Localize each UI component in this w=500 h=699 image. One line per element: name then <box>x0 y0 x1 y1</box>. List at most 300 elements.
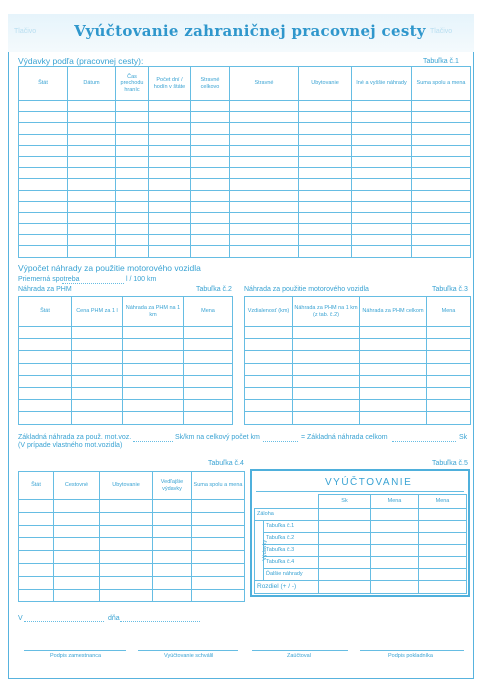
phm-cell[interactable] <box>184 363 233 375</box>
expenses-cell[interactable] <box>412 168 471 179</box>
expenses-cell[interactable] <box>116 179 149 190</box>
expenses-cell[interactable] <box>299 179 352 190</box>
expenses-cell[interactable] <box>149 145 191 156</box>
phm-cell[interactable] <box>123 387 184 399</box>
other-expenses-cell[interactable] <box>100 538 153 551</box>
settlement-cell[interactable] <box>319 569 371 581</box>
phm-cell[interactable] <box>123 351 184 363</box>
settlement-row <box>255 569 467 581</box>
vehicle-comp-cell[interactable] <box>293 400 360 412</box>
expenses-cell[interactable] <box>19 212 68 223</box>
other-expenses-cell[interactable] <box>153 538 192 551</box>
expenses-cell[interactable] <box>352 168 412 179</box>
expenses-cell[interactable] <box>299 134 352 145</box>
expenses-cell[interactable] <box>352 179 412 190</box>
expenses-cell[interactable] <box>299 201 352 212</box>
other-expenses-cell[interactable] <box>54 551 100 564</box>
other-expenses-cell[interactable] <box>192 525 245 538</box>
other-expenses-cell[interactable] <box>153 525 192 538</box>
signature-accountant: Zaúčtoval <box>287 653 311 659</box>
vehicle-comp-cell[interactable] <box>427 412 471 424</box>
other-expenses-cell[interactable] <box>153 576 192 589</box>
expenses-cell[interactable] <box>19 101 68 112</box>
basic-comp-total-field[interactable] <box>392 441 456 442</box>
other-expenses-cell[interactable] <box>153 563 192 576</box>
expenses-cell[interactable] <box>19 246 68 257</box>
expenses-cell[interactable] <box>412 134 471 145</box>
expenses-cell[interactable] <box>352 224 412 235</box>
expenses-cell[interactable] <box>116 201 149 212</box>
settlement-cell[interactable] <box>371 557 419 569</box>
expenses-cell[interactable] <box>149 201 191 212</box>
expenses-cell[interactable] <box>68 212 116 223</box>
expenses-cell[interactable] <box>191 134 230 145</box>
expenses-cell[interactable] <box>412 190 471 201</box>
expenses-cell[interactable] <box>191 235 230 246</box>
expenses-cell[interactable] <box>352 201 412 212</box>
phm-cell[interactable] <box>72 351 123 363</box>
expenses-cell[interactable] <box>68 101 116 112</box>
expenses-cell[interactable] <box>299 101 352 112</box>
expenses-header-9: Suma spolu a mena <box>412 67 471 101</box>
expenses-cell[interactable] <box>299 224 352 235</box>
other-expenses-cell[interactable] <box>54 576 100 589</box>
phm-cell[interactable] <box>19 363 72 375</box>
expenses-cell[interactable] <box>299 145 352 156</box>
other-expenses-header-3: Ubytovanie <box>100 472 153 500</box>
expenses-cell[interactable] <box>299 123 352 134</box>
expenses-cell[interactable] <box>116 101 149 112</box>
other-expenses-cell[interactable] <box>19 512 54 525</box>
expenses-cell[interactable] <box>19 123 68 134</box>
vehicle-comp-cell[interactable] <box>427 327 471 339</box>
vehicle-comp-cell[interactable] <box>427 363 471 375</box>
date-field[interactable] <box>120 621 200 622</box>
expenses-cell[interactable] <box>412 112 471 123</box>
expenses-cell[interactable] <box>68 179 116 190</box>
other-expenses-cell[interactable] <box>100 500 153 513</box>
expenses-cell[interactable] <box>352 101 412 112</box>
expenses-cell[interactable] <box>230 179 299 190</box>
other-expenses-cell[interactable] <box>54 512 100 525</box>
expenses-cell[interactable] <box>191 224 230 235</box>
expenses-cell[interactable] <box>68 145 116 156</box>
phm-cell[interactable] <box>123 375 184 387</box>
expenses-cell[interactable] <box>116 168 149 179</box>
other-expenses-cell[interactable] <box>19 576 54 589</box>
expenses-row <box>19 112 471 123</box>
phm-cell[interactable] <box>19 387 72 399</box>
expenses-cell[interactable] <box>19 201 68 212</box>
expenses-cell[interactable] <box>230 190 299 201</box>
expenses-cell[interactable] <box>230 145 299 156</box>
expenses-cell[interactable] <box>299 112 352 123</box>
expenses-cell[interactable] <box>412 201 471 212</box>
expenses-cell[interactable] <box>191 212 230 223</box>
expenses-cell[interactable] <box>191 201 230 212</box>
expenses-cell[interactable] <box>116 112 149 123</box>
expenses-cell[interactable] <box>19 190 68 201</box>
vehicle-comp-cell[interactable] <box>427 375 471 387</box>
row-advance: Záloha <box>255 509 319 521</box>
expenses-cell[interactable] <box>149 123 191 134</box>
other-expenses-cell[interactable] <box>19 500 54 513</box>
expenses-cell[interactable] <box>299 168 352 179</box>
vehicle-comp-cell[interactable] <box>360 375 427 387</box>
settlement-cell[interactable] <box>319 545 371 557</box>
other-expenses-row <box>19 525 245 538</box>
other-expenses-cell[interactable] <box>192 538 245 551</box>
expenses-cell[interactable] <box>19 134 68 145</box>
vehicle-comp-cell[interactable] <box>245 387 293 399</box>
expenses-cell[interactable] <box>116 123 149 134</box>
other-expenses-cell[interactable] <box>54 500 100 513</box>
expenses-cell[interactable] <box>230 224 299 235</box>
phm-header-1: Štát <box>19 297 72 327</box>
phm-cell[interactable] <box>72 327 123 339</box>
other-expenses-cell[interactable] <box>192 589 245 602</box>
expenses-header-3: Čas prechodu hraníc <box>116 67 149 101</box>
signature-cashier: Podpis pokladníka <box>388 653 433 659</box>
expenses-cell[interactable] <box>412 224 471 235</box>
expenses-row <box>19 179 471 190</box>
expenses-side-label <box>255 521 269 581</box>
total-km-field[interactable] <box>263 441 298 442</box>
expenses-cell[interactable] <box>412 123 471 134</box>
settlement-cell[interactable] <box>371 533 419 545</box>
expenses-cell[interactable] <box>412 212 471 223</box>
vehicle-comp-cell[interactable] <box>427 400 471 412</box>
phm-cell[interactable] <box>184 339 233 351</box>
settlement-row <box>255 533 467 545</box>
expenses-cell[interactable] <box>149 212 191 223</box>
other-expenses-cell[interactable] <box>192 500 245 513</box>
expenses-cell[interactable] <box>230 235 299 246</box>
expenses-cell[interactable] <box>352 134 412 145</box>
signature-line-employee[interactable] <box>24 650 126 651</box>
phm-cell[interactable] <box>123 363 184 375</box>
expenses-cell[interactable] <box>230 246 299 257</box>
expenses-cell[interactable] <box>191 112 230 123</box>
expenses-cell[interactable] <box>191 123 230 134</box>
phm-cell[interactable] <box>19 327 72 339</box>
vehicle-comp-cell[interactable] <box>427 387 471 399</box>
expenses-cell[interactable] <box>116 156 149 167</box>
expenses-header-7: Ubytovanie <box>299 67 352 101</box>
other-expenses-cell[interactable] <box>100 525 153 538</box>
expenses-cell[interactable] <box>352 112 412 123</box>
expenses-cell[interactable] <box>68 224 116 235</box>
phm-cell[interactable] <box>72 339 123 351</box>
settlement-cell[interactable] <box>419 569 467 581</box>
difference-cell[interactable] <box>319 581 371 594</box>
other-expenses-cell[interactable] <box>192 551 245 564</box>
expenses-cell[interactable] <box>116 235 149 246</box>
expenses-cell[interactable] <box>230 101 299 112</box>
expenses-cell[interactable] <box>299 212 352 223</box>
expenses-cell[interactable] <box>352 246 412 257</box>
expenses-cell[interactable] <box>412 235 471 246</box>
phm-cell[interactable] <box>184 400 233 412</box>
expenses-row <box>19 246 471 257</box>
other-expenses-cell[interactable] <box>54 563 100 576</box>
phm-cell[interactable] <box>184 327 233 339</box>
other-expenses-cell[interactable] <box>192 576 245 589</box>
settlement-cell[interactable] <box>371 545 419 557</box>
expenses-cell[interactable] <box>68 156 116 167</box>
expenses-cell[interactable] <box>352 212 412 223</box>
phm-cell[interactable] <box>72 363 123 375</box>
settlement-cell[interactable] <box>419 545 467 557</box>
other-expenses-cell[interactable] <box>100 512 153 525</box>
expenses-cell[interactable] <box>149 134 191 145</box>
ghost-text-left: Tlačivo <box>14 28 37 35</box>
vehicle-comp-cell[interactable] <box>360 400 427 412</box>
expenses-cell[interactable] <box>68 246 116 257</box>
phm-cell[interactable] <box>123 327 184 339</box>
vehicle-comp-cell[interactable] <box>245 363 293 375</box>
other-expenses-cell[interactable] <box>100 589 153 602</box>
col-mena-2: Mena <box>419 495 467 509</box>
consumption-unit: l / 100 km <box>126 276 157 283</box>
other-expenses-cell[interactable] <box>19 538 54 551</box>
expenses-cell[interactable] <box>230 212 299 223</box>
expenses-cell[interactable] <box>116 246 149 257</box>
expenses-cell[interactable] <box>19 168 68 179</box>
other-expenses-cell[interactable] <box>192 563 245 576</box>
expenses-cell[interactable] <box>19 235 68 246</box>
phm-cell[interactable] <box>19 375 72 387</box>
settlement-row-label: Tabuľka č.4 <box>264 557 319 569</box>
vehicle-comp-cell[interactable] <box>245 327 293 339</box>
other-expenses-cell[interactable] <box>100 576 153 589</box>
other-expenses-cell[interactable] <box>153 589 192 602</box>
settlement-cell[interactable] <box>319 557 371 569</box>
vehicle-comp-cell[interactable] <box>293 375 360 387</box>
expenses-cell[interactable] <box>191 246 230 257</box>
settlement-cell[interactable] <box>319 533 371 545</box>
vehicle-comp-cell[interactable] <box>293 363 360 375</box>
expenses-cell[interactable] <box>191 101 230 112</box>
vehicle-comp-cell[interactable] <box>360 363 427 375</box>
expenses-cell[interactable] <box>230 156 299 167</box>
expenses-cell[interactable] <box>116 190 149 201</box>
other-expenses-cell[interactable] <box>153 500 192 513</box>
expenses-cell[interactable] <box>19 112 68 123</box>
expenses-cell[interactable] <box>230 134 299 145</box>
expenses-cell[interactable] <box>352 190 412 201</box>
vehicle-comp-cell[interactable] <box>293 387 360 399</box>
expenses-cell[interactable] <box>19 224 68 235</box>
settlement-cell[interactable] <box>419 557 467 569</box>
phm-cell[interactable] <box>19 412 72 424</box>
expenses-cell[interactable] <box>19 145 68 156</box>
vehicle-comp-cell[interactable] <box>245 339 293 351</box>
expenses-cell[interactable] <box>412 179 471 190</box>
vehicle-comp-cell[interactable] <box>360 339 427 351</box>
expenses-cell[interactable] <box>412 156 471 167</box>
expenses-cell[interactable] <box>299 246 352 257</box>
phm-cell[interactable] <box>123 339 184 351</box>
phm-cell[interactable] <box>72 387 123 399</box>
expenses-cell[interactable] <box>299 235 352 246</box>
expenses-cell[interactable] <box>299 156 352 167</box>
vehicle-comp-cell[interactable] <box>293 412 360 424</box>
vehicle-comp-cell[interactable] <box>293 327 360 339</box>
vehicle-comp-cell[interactable] <box>360 412 427 424</box>
expenses-cell[interactable] <box>352 123 412 134</box>
phm-cell[interactable] <box>19 339 72 351</box>
signature-line-accountant[interactable] <box>252 650 348 651</box>
consumption-field[interactable] <box>62 283 124 284</box>
vehicle-comp-header-3: Náhrada za PHM celkom <box>360 297 427 327</box>
other-expenses-cell[interactable] <box>19 589 54 602</box>
table4-number: Tabuľka č.4 <box>208 460 244 467</box>
vehicle-comp-header-4: Mena <box>427 297 471 327</box>
phm-cell[interactable] <box>72 400 123 412</box>
expenses-cell[interactable] <box>191 179 230 190</box>
advance-mena2-cell[interactable] <box>419 509 467 521</box>
expenses-cell[interactable] <box>149 168 191 179</box>
vehicle-comp-cell[interactable] <box>245 375 293 387</box>
expenses-cell[interactable] <box>149 246 191 257</box>
other-expenses-cell[interactable] <box>54 525 100 538</box>
other-expenses-cell[interactable] <box>153 551 192 564</box>
phm-cell[interactable] <box>123 400 184 412</box>
difference-cell[interactable] <box>371 581 419 594</box>
vehicle-comp-cell[interactable] <box>360 351 427 363</box>
expenses-cell[interactable] <box>191 190 230 201</box>
expenses-cell[interactable] <box>352 145 412 156</box>
vehicle-comp-cell[interactable] <box>293 351 360 363</box>
other-expenses-table <box>18 471 245 602</box>
phm-cell[interactable] <box>184 387 233 399</box>
expenses-cell[interactable] <box>149 235 191 246</box>
advance-mena1-cell[interactable] <box>371 509 419 521</box>
difference-cell[interactable] <box>419 581 467 594</box>
phm-cell[interactable] <box>123 412 184 424</box>
vehicle-comp-cell[interactable] <box>245 400 293 412</box>
other-expenses-cell[interactable] <box>192 512 245 525</box>
expenses-cell[interactable] <box>19 179 68 190</box>
expenses-header-4: Počet dní / hodín v štáte <box>149 67 191 101</box>
expenses-cell[interactable] <box>230 123 299 134</box>
expenses-cell[interactable] <box>149 112 191 123</box>
settlement-cell[interactable] <box>319 521 371 533</box>
signature-line-cashier[interactable] <box>360 650 464 651</box>
other-expenses-header-4: Vedľajšie výdavky <box>153 472 192 500</box>
other-expenses-cell[interactable] <box>19 563 54 576</box>
expenses-header-1: Štát <box>19 67 68 101</box>
expenses-cell[interactable] <box>412 101 471 112</box>
other-expenses-cell[interactable] <box>153 512 192 525</box>
phm-row <box>19 363 233 375</box>
signature-line-approver[interactable] <box>138 650 238 651</box>
settlement-title-rule <box>256 491 464 492</box>
advance-sk-cell[interactable] <box>319 509 371 521</box>
vehicle-comp-cell[interactable] <box>427 351 471 363</box>
expenses-row <box>19 224 471 235</box>
vehicle-comp-cell[interactable] <box>245 351 293 363</box>
expenses-cell[interactable] <box>230 168 299 179</box>
expenses-cell[interactable] <box>68 168 116 179</box>
other-expenses-row <box>19 551 245 564</box>
vehicle-comp-row <box>245 339 471 351</box>
expenses-row <box>19 134 471 145</box>
expenses-cell[interactable] <box>149 179 191 190</box>
expenses-cell[interactable] <box>116 145 149 156</box>
other-expenses-cell[interactable] <box>100 551 153 564</box>
expenses-cell[interactable] <box>68 190 116 201</box>
phm-cell[interactable] <box>184 412 233 424</box>
expenses-cell[interactable] <box>412 145 471 156</box>
place-prefix: V <box>18 615 23 622</box>
expenses-cell[interactable] <box>68 123 116 134</box>
vehicle-comp-cell[interactable] <box>360 387 427 399</box>
expenses-cell[interactable] <box>412 246 471 257</box>
expenses-cell[interactable] <box>191 145 230 156</box>
expenses-cell[interactable] <box>352 156 412 167</box>
expenses-cell[interactable] <box>116 134 149 145</box>
expenses-cell[interactable] <box>116 212 149 223</box>
phm-row <box>19 339 233 351</box>
other-expenses-cell[interactable] <box>100 563 153 576</box>
vehicle-comp-cell[interactable] <box>293 339 360 351</box>
phm-cell[interactable] <box>72 412 123 424</box>
other-expenses-cell[interactable] <box>19 551 54 564</box>
expenses-cell[interactable] <box>299 190 352 201</box>
phm-cell[interactable] <box>72 375 123 387</box>
expenses-cell[interactable] <box>116 224 149 235</box>
basic-comp-rate-field[interactable] <box>133 441 173 442</box>
vehicle-comp-row <box>245 351 471 363</box>
phm-cell[interactable] <box>184 375 233 387</box>
expenses-cell[interactable] <box>149 224 191 235</box>
expenses-cell[interactable] <box>68 235 116 246</box>
place-field[interactable] <box>24 621 104 622</box>
expenses-cell[interactable] <box>149 101 191 112</box>
vehicle-comp-cell[interactable] <box>245 412 293 424</box>
other-expenses-cell[interactable] <box>19 525 54 538</box>
vehicle-comp-cell[interactable] <box>427 339 471 351</box>
expenses-cell[interactable] <box>191 156 230 167</box>
vehicle-comp-row <box>245 412 471 424</box>
settlement-cell[interactable] <box>419 533 467 545</box>
phm-cell[interactable] <box>19 351 72 363</box>
expenses-cell[interactable] <box>68 112 116 123</box>
settlement-cell[interactable] <box>419 521 467 533</box>
expenses-cell[interactable] <box>230 201 299 212</box>
expenses-cell[interactable] <box>352 235 412 246</box>
expenses-cell[interactable] <box>19 156 68 167</box>
expenses-cell[interactable] <box>230 112 299 123</box>
settlement-cell[interactable] <box>371 569 419 581</box>
settlement-title: VYÚČTOVANIE <box>325 477 413 488</box>
settlement-cell[interactable] <box>371 521 419 533</box>
expenses-cell[interactable] <box>149 190 191 201</box>
expenses-cell[interactable] <box>149 156 191 167</box>
phm-cell[interactable] <box>184 351 233 363</box>
expenses-cell[interactable] <box>191 168 230 179</box>
expenses-cell[interactable] <box>68 134 116 145</box>
phm-cell[interactable] <box>19 400 72 412</box>
expenses-cell[interactable] <box>68 201 116 212</box>
form-title: Vyúčtovanie zahraničnej pracovnej cesty <box>74 22 426 40</box>
other-expenses-cell[interactable] <box>54 589 100 602</box>
vehicle-comp-cell[interactable] <box>360 327 427 339</box>
other-expenses-cell[interactable] <box>54 538 100 551</box>
ghost-text-right: Tlačivo <box>430 28 453 35</box>
